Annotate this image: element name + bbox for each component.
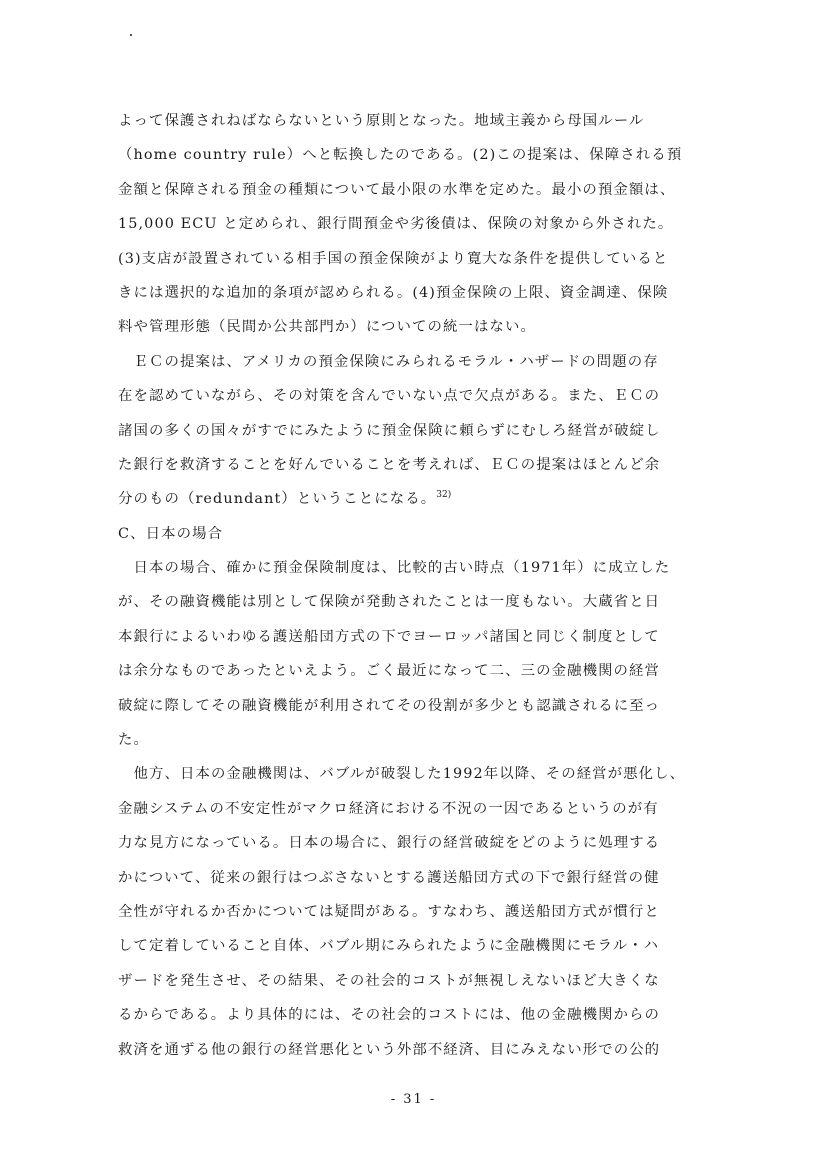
text-line: きには選択的な追加的条項が認められる。(4)預金保険の上限、資金調達、保険: [118, 284, 669, 301]
paragraph-start: 他方、日本の金融機関は、バブルが破裂した1992年以降、その経営が悪化し、: [118, 766, 686, 783]
footnote-reference: 32): [436, 490, 452, 501]
text-line: 金額と保障される預金の種類について最小限の水準を定めた。最小の預金額は、: [118, 181, 676, 198]
page-number: - 31 -: [390, 1092, 437, 1107]
text-line: 力な見方になっている。日本の場合に、銀行の経営破綻をどのように処理する: [118, 835, 661, 852]
text-line: して定着していること自体、バブル期にみられたように金融機関にモラル・ハ: [118, 938, 660, 955]
text-line: た銀行を救済することを好んでいることを考えれば、ＥＣの提案はほとんど余: [118, 456, 661, 473]
text-line: ザードを発生させ、その結果、その社会的コストが無視しえないほど大きくな: [118, 972, 660, 989]
text-line: 在を認めていながら、その対策を含んでいない点で欠点がある。また、ＥＣの: [118, 388, 661, 405]
text-line: （home country rule）へと転換したのである。(2)この提案は、保障される預: [118, 147, 683, 164]
text-line: 本銀行によるいわゆる護送船団方式の下でヨーロッパ諸国と同じく制度として: [118, 628, 660, 645]
text-line: 全性が守れるか否かについては疑問がある。すなわち、護送船団方式が慣行と: [118, 903, 660, 920]
text-line: 分のもの（redundant）ということになる。: [118, 491, 437, 508]
text-line: 破綻に際してその融資機能が利用されてその役割が多少とも認識されるに至っ: [118, 697, 661, 714]
scan-speck: [130, 34, 132, 36]
text-line: かについて、従来の銀行はつぶさないとする護送船団方式の下で銀行経営の健: [118, 869, 660, 886]
text-line: 15,000 ECU と定められ、銀行間預金や劣後債は、保険の対象から外された。: [118, 216, 674, 233]
paragraph-start: 日本の場合、確かに預金保険制度は、比較的古い時点（1971年）に成立した: [118, 560, 671, 577]
text-line: よって保護されねばならないという原則となった。地域主義から母国ルール: [118, 113, 645, 129]
text-line: 金融システムの不安定性がマクロ経済における不況の一因であるというのが有: [118, 800, 659, 817]
text-line: 料や管理形態（民間か公共部門か）についての統一はない。: [118, 319, 536, 336]
text-line: 諸国の多くの国々がすでにみたように預金保険に頼らずにむしろ経営が破綻し: [118, 422, 661, 439]
text-line-with-footnote: [118, 482, 724, 516]
text-line: は余分なものであったといえよう。ごく最近になって二、三の金融機関の経営: [118, 663, 661, 680]
text-line: 救済を通ずる他の銀行の経営悪化という外部不経済、目にみえない形での公的: [118, 1041, 661, 1058]
paragraph-start: ＥＣの提案は、アメリカの預金保険にみられるモラル・ハザードの問題の存: [118, 353, 659, 370]
text-line: るからである。より具体的には、その社会的コストには、他の金融機関からの: [118, 1007, 661, 1024]
section-heading: C、日本の場合: [118, 525, 224, 542]
body-text: [118, 104, 724, 1067]
text-line: (3)支店が設置されている相手国の預金保険がより寛大な条件を提供していると: [118, 250, 669, 267]
text-line: が、その融資機能は別として保険が発動されたことは一度もない。大蔵省と日: [118, 594, 661, 611]
text-line: た。: [118, 732, 149, 749]
